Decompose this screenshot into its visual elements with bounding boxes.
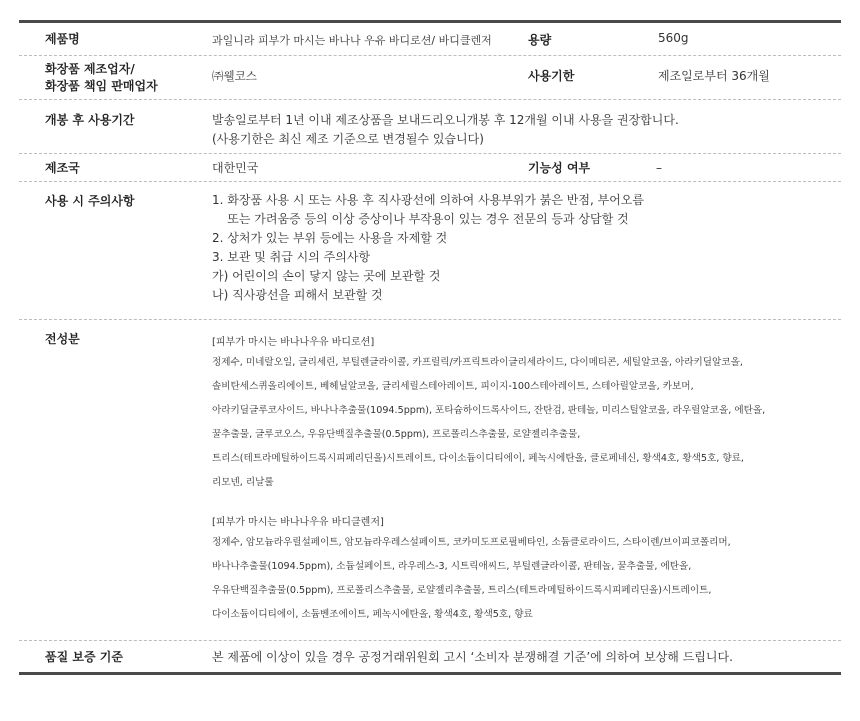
caution-line: 1. 화장품 사용 시 또는 사용 후 직사광선에 의하여 사용부위가 붉은 반점, 부어오름 <box>212 193 644 207</box>
ingredients-label: 전성분 <box>45 332 80 346</box>
ingredient-line: 정제수, 미네랄오일, 글리세린, 부틸렌글라이콜, 카프릴릭/카프릭트라이글리세라이드, 다이메티콘, 세틸알코올, 아라키딜알코올, <box>212 357 743 368</box>
manufacturer-label-line2: 화장품 책임 판매업자 <box>45 79 158 93</box>
product-name-value: 과일니라 피부가 마시는 바나나 우유 바디로션/ 바디클렌저 <box>212 34 492 47</box>
country-value: 대한민국 <box>212 161 259 175</box>
ingredient-line: 다이소듐이디티에이, 소듐벤조에이트, 페녹시에탄올, 황색4호, 황색5호, 향료 <box>212 609 533 620</box>
row-usage-period <box>19 100 841 154</box>
cleanser-ingredients <box>212 510 731 627</box>
ingredient-line: 꿀추출물, 글루코오스, 우유단백질추출물(0.5ppm), 프로폴리스추출물, 로얄젤리추출물, <box>212 429 581 440</box>
product-info-table <box>19 20 841 675</box>
lotion-ingredients-title: [피부가 마시는 바나나우유 바디로션] <box>212 337 375 348</box>
quality-value: 본 제품에 이상이 있을 경우 공정거래위원회 고시 ‘소비자 분쟁해결 기준’에 의하여 보상해 드립니다. <box>212 650 733 664</box>
lotion-ingredients <box>212 330 765 495</box>
manufacturer-label-line1: 화장품 제조업자/ <box>45 62 135 76</box>
usage-period-text <box>212 111 679 149</box>
ingredient-line: 트리스(테트라메틸하이드록시피페리딘올)시트레이트, 다이소듐이디티에이, 페녹시에탄올, 클로페네신, 황색4호, 황색5호, 향료, <box>212 453 744 464</box>
product-name-label: 제품명 <box>45 32 80 46</box>
functional-value: – <box>656 161 662 175</box>
row-manufacturer <box>19 56 841 100</box>
row-ingredients <box>19 320 841 640</box>
expiry-label: 사용기한 <box>528 69 575 83</box>
caution-line: 2. 상처가 있는 부위 등에는 사용을 자제할 것 <box>212 231 448 245</box>
manufacturer-label <box>45 61 158 95</box>
country-label: 제조국 <box>45 161 80 175</box>
expiry-value: 제조일로부터 36개월 <box>658 69 770 83</box>
usage-period-line: 발송일로부터 1년 이내 제조상품을 보내드리오니개봉 후 12개월 이내 사용을 권장합니다. <box>212 113 679 127</box>
ingredient-line: 우유단백질추출물(0.5ppm), 프로폴리스추출물, 로얄젤리추출물, 트리스(테트라메틸하이드록시피페리딘올)시트레이트, <box>212 585 712 596</box>
volume-label: 용량 <box>528 33 552 47</box>
cautions-text <box>212 191 644 305</box>
usage-period-label: 개봉 후 사용기간 <box>45 113 135 127</box>
ingredient-line: 바나나추출물(1094.5ppm), 소듐설페이트, 라우레스-3, 시트릭애씨드, 부틸렌글라이콜, 판테놀, 꿀추출물, 에탄올, <box>212 561 692 572</box>
ingredient-line: 아라키딜글루코사이드, 바나나추출물(1094.5ppm), 포타슘하이드록사이드, 잔탄검, 판테놀, 미리스틸알코올, 라우릴알코올, 에탄올, <box>212 405 766 416</box>
ingredient-line: 정제수, 암모늄라우릴설페이트, 암모늄라우레스설페이트, 코카미도프로필베타인, 소듐클로라이드, 스타이렌/브이피코폴리머, <box>212 537 731 548</box>
manufacturer-value: ㈜웰코스 <box>212 69 257 83</box>
cleanser-ingredients-title: [피부가 마시는 바나나우유 바디클렌저] <box>212 517 384 528</box>
ingredient-line: 솔비탄세스퀴올리에이트, 베헤닐알코올, 글리세릴스테아레이트, 피이지-100스테아레이트, 스테아릴알코올, 카보머, <box>212 381 694 392</box>
row-cautions <box>19 182 841 320</box>
functional-label: 기능성 여부 <box>528 161 591 175</box>
usage-period-line: (사용기한은 최신 제조 기준으로 변경될수 있습니다) <box>212 132 484 146</box>
caution-line: 가) 어린이의 손이 닿지 않는 곳에 보관할 것 <box>212 269 441 283</box>
row-quality <box>19 640 841 672</box>
caution-line: 나) 직사광선을 피해서 보관할 것 <box>212 288 383 302</box>
volume-value: 560g <box>658 31 689 45</box>
row-country <box>19 154 841 182</box>
caution-line: 3. 보관 및 취급 시의 주의사항 <box>212 250 371 264</box>
row-product-name <box>19 23 841 56</box>
quality-label: 품질 보증 기준 <box>45 650 123 664</box>
cautions-label: 사용 시 주의사항 <box>45 194 135 208</box>
caution-line: 또는 가려움증 등의 이상 증상이나 부작용이 있는 경우 전문의 등과 상담할 것 <box>212 212 629 226</box>
ingredient-line: 리모넨, 리날룰 <box>212 477 274 488</box>
